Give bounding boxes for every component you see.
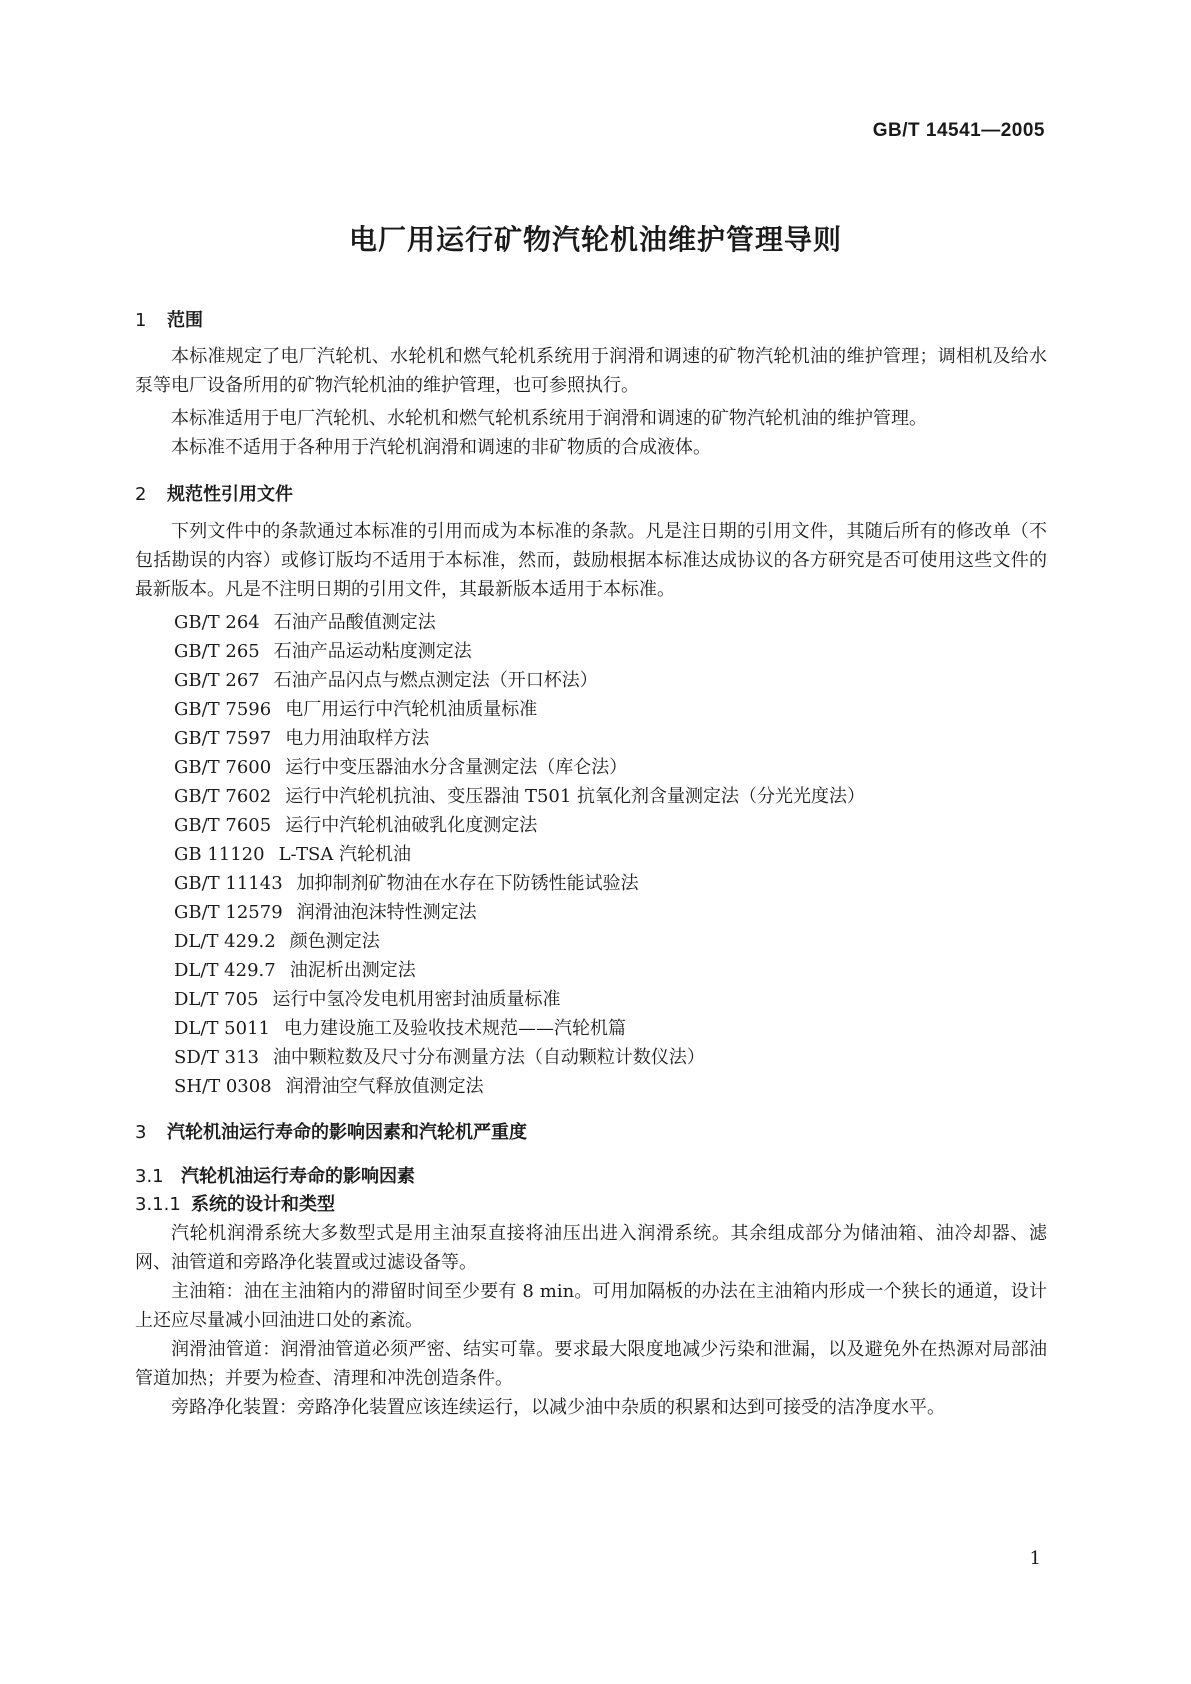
section-number: 3 — [135, 1122, 147, 1143]
paragraph: 旁路净化装置：旁路净化装置应该连续运行，以减少油中杂质的积累和达到可接受的洁净度水平。 — [171, 1397, 945, 1418]
reference-item — [174, 782, 865, 808]
section-title: 规范性引用文件 — [167, 484, 293, 505]
reference-item — [174, 869, 639, 895]
reference-code: GB/T 7602 — [174, 786, 272, 807]
reference-title: 颜色测定法 — [289, 931, 380, 952]
reference-item — [174, 840, 411, 866]
reference-title: 运行中变压器油水分含量测定法（库仑法） — [285, 757, 628, 778]
reference-title: 石油产品运动粘度测定法 — [273, 641, 472, 662]
reference-title: 加抑制剂矿物油在水存在下防锈性能试验法 — [296, 873, 639, 894]
reference-title: 石油产品闪点与燃点测定法（开口杯法） — [273, 670, 598, 691]
reference-item — [174, 1072, 484, 1098]
subsection-number: 3.1 — [135, 1166, 164, 1187]
reference-item — [174, 985, 561, 1011]
section-number: 1 — [135, 310, 147, 331]
reference-code: GB/T 7597 — [174, 728, 272, 749]
reference-code: DL/T 429.2 — [174, 931, 276, 952]
reference-item — [174, 637, 472, 663]
reference-title: 运行中汽轮机油破乳化度测定法 — [285, 815, 538, 836]
reference-title: 电力建设施工及验收技术规范——汽轮机篇 — [284, 1018, 626, 1039]
reference-title: 石油产品酸值测定法 — [273, 612, 436, 633]
reference-item — [174, 724, 429, 750]
reference-code: GB/T 267 — [174, 670, 260, 691]
reference-item — [174, 1043, 705, 1069]
reference-item — [174, 811, 537, 837]
paragraph: 本标准规定了电厂汽轮机、水轮机和燃气轮机系统用于润滑和调速的矿物汽轮机油的维护管理；调相机及给水泵等电厂设备所用的矿物汽轮机油的维护管理，也可参照执行。 — [135, 346, 1047, 396]
reference-code: DL/T 5011 — [174, 1018, 270, 1039]
reference-code: SH/T 0308 — [174, 1076, 272, 1097]
paragraph: 汽轮机润滑系统大多数型式是用主油泵直接将油压出进入润滑系统。其余组成部分为储油箱、油冷却器、滤网、油管道和旁路净化装置或过滤设备等。 — [135, 1223, 1047, 1273]
section-2-heading — [135, 480, 293, 506]
standard-code: GB/T 14541—2005 — [872, 120, 1045, 141]
reference-title: L-TSA 汽轮机油 — [278, 844, 412, 865]
page-number: 1 — [1029, 1548, 1041, 1569]
reference-code: GB/T 7600 — [174, 757, 272, 778]
reference-item — [174, 927, 380, 953]
reference-item — [174, 753, 627, 779]
reference-title: 润滑油空气释放值测定法 — [285, 1076, 484, 1097]
reference-item — [174, 666, 598, 692]
reference-code: GB/T 7596 — [174, 699, 272, 720]
reference-title: 油中颗粒数及尺寸分布测量方法（自动颗粒计数仪法） — [272, 1047, 705, 1068]
reference-code: SD/T 313 — [174, 1047, 259, 1068]
reference-item — [174, 898, 477, 924]
reference-code: GB/T 264 — [174, 612, 260, 633]
paragraph: 主油箱：油在主油箱内的滞留时间至少要有 8 min。可用加隔板的办法在主油箱内形成一个狭长的通道，设计上还应尽量减小回油进口处的紊流。 — [135, 1281, 1047, 1331]
section-3-heading — [135, 1118, 527, 1144]
section-title: 范围 — [167, 310, 203, 331]
reference-code: GB 11120 — [174, 844, 265, 865]
reference-code: GB/T 7605 — [174, 815, 272, 836]
section-title: 汽轮机油运行寿命的影响因素和汽轮机严重度 — [167, 1122, 527, 1143]
reference-title: 油泥析出测定法 — [289, 960, 416, 981]
reference-title: 运行中汽轮机抗油、变压器油 T501 抗氧化剂含量测定法（分光光度法） — [285, 786, 866, 807]
reference-code: DL/T 429.7 — [174, 960, 276, 981]
reference-item — [174, 608, 436, 634]
subsection-title: 系统的设计和类型 — [191, 1194, 335, 1215]
reference-code: GB/T 11143 — [174, 873, 283, 894]
reference-item — [174, 1014, 626, 1040]
paragraph: 润滑油管道：润滑油管道必须严密、结实可靠。要求最大限度地减少污染和泄漏，以及避免外在热源对局部油管道加热；并要为检查、清理和冲洗创造条件。 — [135, 1339, 1047, 1389]
reference-title: 电力用油取样方法 — [285, 728, 430, 749]
section-number: 2 — [135, 484, 147, 505]
reference-code: GB/T 265 — [174, 641, 260, 662]
reference-item — [174, 695, 537, 721]
paragraph: 本标准适用于电厂汽轮机、水轮机和燃气轮机系统用于润滑和调速的矿物汽轮机油的维护管理。 — [171, 408, 927, 429]
paragraph: 下列文件中的条款通过本标准的引用而成为本标准的条款。凡是注日期的引用文件，其随后所有的修改单（不包括勘误的内容）或修订版均不适用于本标准，然而，鼓励根据本标准达成协议的各方研究是否可使用这些文件的最新版本。凡是不注明日期的引用文件，其最新版本适用于本标准。 — [135, 521, 1047, 600]
subsection-number: 3.1.1 — [135, 1194, 181, 1215]
reference-title: 润滑油泡沫特性测定法 — [296, 902, 477, 923]
reference-code: GB/T 12579 — [174, 902, 283, 923]
reference-title: 运行中氢冷发电机用密封油质量标准 — [272, 989, 561, 1010]
subsection-title: 汽轮机油运行寿命的影响因素 — [181, 1166, 415, 1187]
paragraph: 本标准不适用于各种用于汽轮机润滑和调速的非矿物质的合成液体。 — [171, 437, 711, 458]
subsection-3-1-heading — [135, 1162, 415, 1188]
reference-title: 电厂用运行中汽轮机油质量标准 — [285, 699, 538, 720]
section-1-heading — [135, 306, 203, 332]
reference-item — [174, 956, 416, 982]
reference-code: DL/T 705 — [174, 989, 259, 1010]
document-title: 电厂用运行矿物汽轮机油维护管理导则 — [348, 223, 842, 256]
subsection-3-1-1-heading — [135, 1190, 335, 1216]
